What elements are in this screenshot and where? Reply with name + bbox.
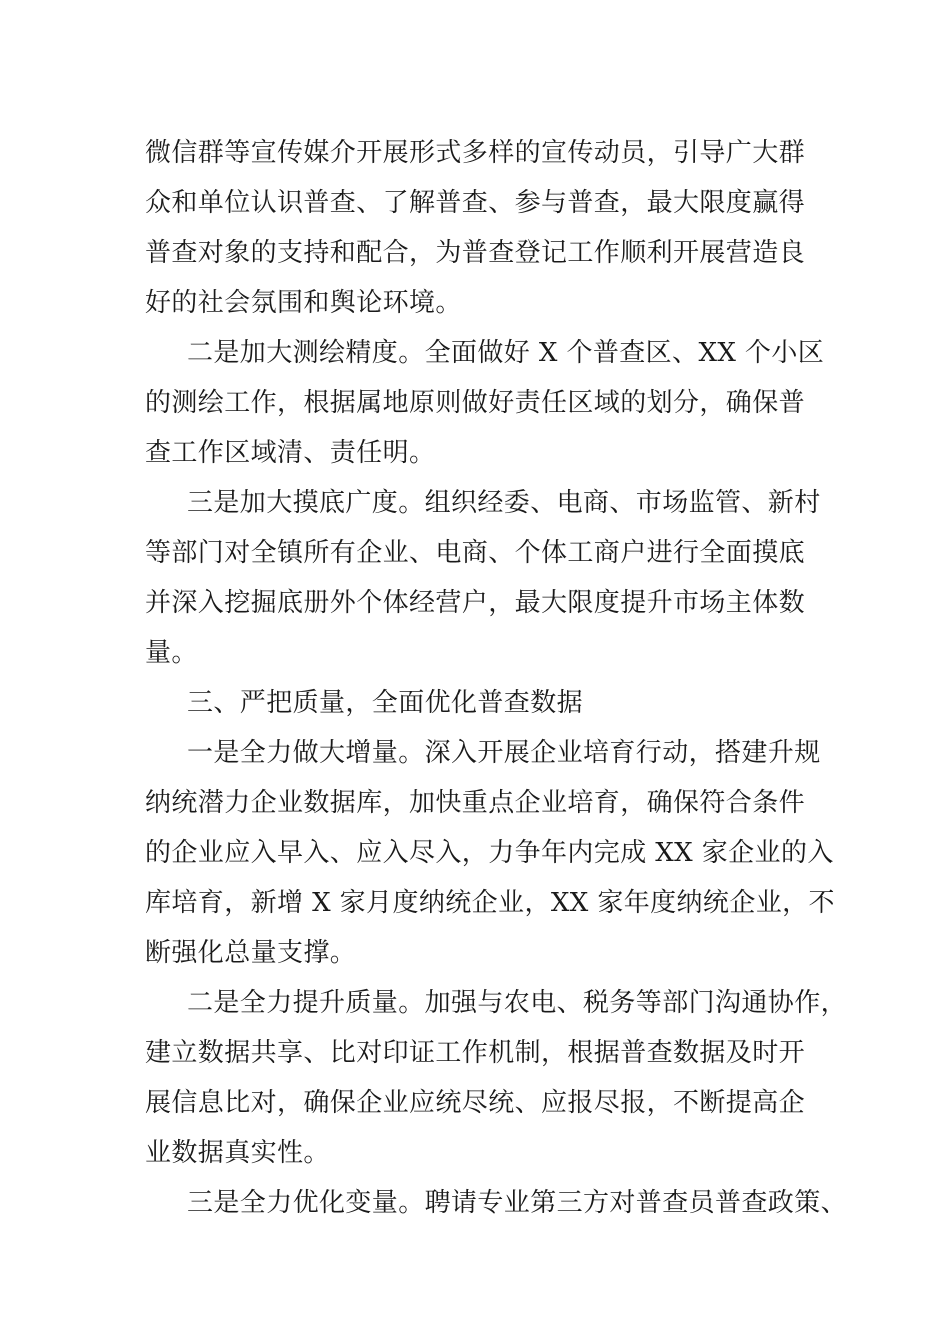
- paragraph-start-line: 二是全力提升质量。加强与农电、税务等部门沟通协作，: [187, 988, 848, 1018]
- text-line: 断强化总量支撑。: [145, 938, 357, 968]
- text-line: 普查对象的支持和配合，为普查登记工作顺利开展营造良: [145, 238, 806, 268]
- text-line: 微信群等宣传媒介开展形式多样的宣传动员，引导广大群: [145, 138, 806, 168]
- paragraph-start-line: 三是加大摸底广度。组织经委、电商、市场监管、新村: [187, 488, 821, 518]
- text-line: 众和单位认识普查、了解普查、参与普查，最大限度赢得: [145, 188, 806, 218]
- paragraph-start-line: 一是全力做大增量。深入开展企业培育行动，搭建升规: [187, 738, 821, 768]
- document-body: [145, 128, 848, 1228]
- paragraph-start-line: 三是全力优化变量。聘请专业第三方对普查员普查政策、: [187, 1188, 848, 1218]
- text-line: 库培育，新增 X 家月度纳统企业，XX 家年度纳统企业，不: [145, 888, 835, 918]
- paragraph-start-line: 二是加大测绘精度。全面做好 X 个普查区、XX 个小区: [187, 338, 825, 368]
- text-line: 等部门对全镇所有企业、电商、个体工商户进行全面摸底: [145, 538, 806, 568]
- text-line: 展信息比对，确保企业应统尽统、应报尽报，不断提高企: [145, 1088, 806, 1118]
- text-line: 查工作区域清、责任明。: [145, 438, 436, 468]
- text-line: 的测绘工作，根据属地原则做好责任区域的划分，确保普: [145, 388, 806, 418]
- text-line: 建立数据共享、比对印证工作机制，根据普查数据及时开: [145, 1038, 806, 1068]
- text-line: 业数据真实性。: [145, 1138, 330, 1168]
- text-line: 量。: [145, 638, 198, 668]
- text-line: 纳统潜力企业数据库，加快重点企业培育，确保符合条件: [145, 788, 806, 818]
- text-line: 好的社会氛围和舆论环境。: [145, 288, 462, 318]
- text-line: 的企业应入早入、应入尽入，力争年内完成 XX 家企业的入: [145, 838, 834, 868]
- section-heading: 三、严把质量，全面优化普查数据: [187, 688, 584, 718]
- text-line: 并深入挖掘底册外个体经营户，最大限度提升市场主体数: [145, 588, 806, 618]
